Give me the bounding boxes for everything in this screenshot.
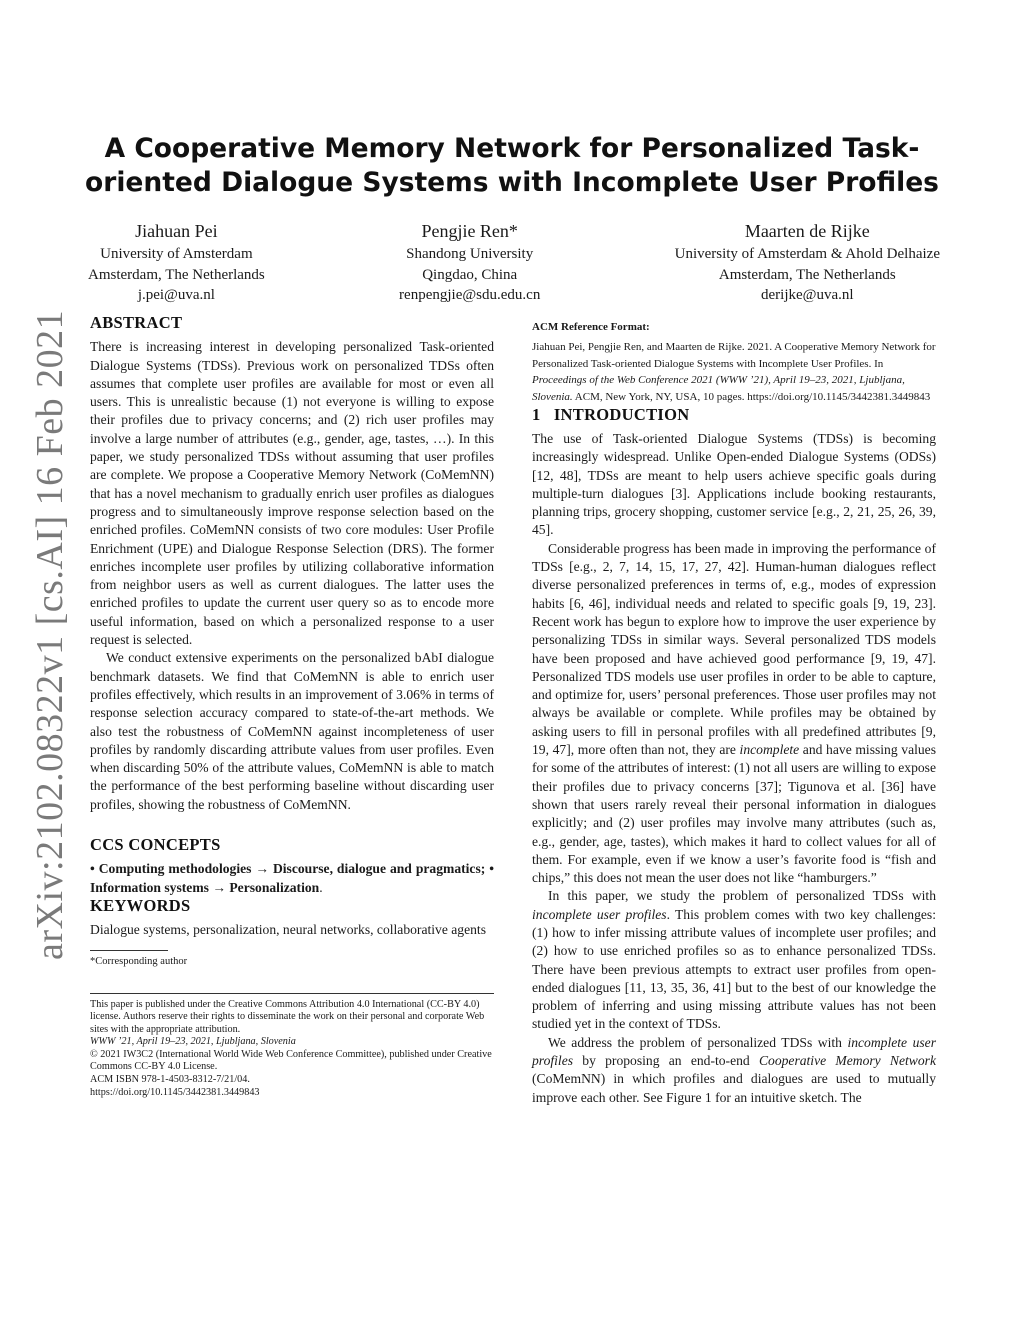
acm-reference-heading: ACM Reference Format: [532, 321, 650, 333]
venue-italic: WWW ’21, April 19–23, 2021, Ljubljana, Slovenia [90, 1036, 296, 1048]
author-affiliation: Shandong University [406, 246, 534, 262]
arrow-icon: → [255, 861, 269, 877]
intro-p2-emphasis: incomplete [739, 742, 800, 758]
intro-p3-part-b: . This problem comes with two key challenges: (1) how to infer missing attribute values of incomplete user profiles; and (2) how to use enriched profiles so as to enhance personalized TDSs. There have been previous attempts to extract user profiles from open-ended dialogues [11, 13, 35, 36, 41] but to the best of our knowledge the problem of inferring and using missing attribute values has not been studied yet in the context of TDSs. [532, 906, 936, 1032]
ccs-category-1: • Computing methodologies [90, 861, 252, 877]
author-email[interactable]: derijke@uva.nl [761, 287, 854, 303]
author-name: Maarten de Rijke [744, 221, 870, 241]
intro-p3-part-a: In this paper, we study the problem of personalized TDSs with [548, 888, 936, 904]
intro-p4-part-a: We address the problem of personalized TDSs with [548, 1034, 848, 1050]
author-2 [399, 220, 540, 306]
introduction-heading: 1 INTRODUCTION [532, 404, 690, 424]
abstract-heading: ABSTRACT [90, 313, 183, 332]
author-email[interactable]: j.pei@uva.nl [137, 287, 215, 303]
author-name: Pengjie Ren* [421, 221, 518, 241]
ccs-heading: CCS CONCEPTS [90, 835, 221, 855]
acm-reference-text [532, 339, 936, 405]
ccs-end: . [319, 879, 323, 895]
license-doi[interactable]: https://doi.org/10.1145/3442381.3449843 [90, 1086, 260, 1098]
license-venue [90, 1036, 494, 1049]
intro-paragraph-4 [532, 1034, 936, 1107]
author-location: Qingdao, China [422, 266, 518, 283]
corresponding-author-footnote: *Corresponding author [90, 955, 188, 967]
right-column [532, 318, 936, 1107]
intro-p2-part-b: and have missing values for some of the attributes of interest: (1) not all users are willing to expose their profiles due to privacy concerns [37]; Tigunova et al. [36] have shown that users rarely reveal their personal information in dialogues explicitly; and (2) user profiles may involve many attributes (such as, e.g., gender, age, tastes), which makes it hard to collect values for all of them. For example, even if we know a user’s favorite food is “fish and chips,” this does not mean the user does not like “hamburgers.” [532, 742, 936, 886]
intro-p4-emphasis-1: incomplete user profiles [532, 1034, 936, 1069]
intro-p2-part-a: Considerable progress has been made in improving the performance of TDSs [e.g., 2, 7, 14, 15, 17, 27, 42]. Human-human dialogues reflect diverse personalized preferences in terms of, e.g., modes of expression habits [6, 46], individual needs and related to specific goals [9, 19, 23]. Recent work has begun to explore how to improve the user experience by personalizing TDSs in similar ways. Several personalized TDS models have been proposed and have achieved good performance [9, 19, 47]. Personalized TDS models use user profiles in order to be able to capture, and optimize for, users’ personal preferences. Those user profiles may not always be available or complete. While profiles may be obtained by asking users to fill in personal profiles with all predefined attributes [9, 19, 47], more often than not, they are [532, 540, 936, 758]
author-location: Amsterdam, The Netherlands [88, 266, 265, 283]
keywords-text: Dialogue systems, personalization, neural networks, collaborative agents [90, 922, 486, 938]
acm-ref-part-1: Jiahuan Pei, Pengjie Ren, and Maarten de Rijke. 2021. A Cooperative Memory Network for Personalized Task-oriented Dialogue Systems with Incomplete User Profiles. In [532, 341, 936, 370]
intro-p4-part-b: by proposing an end-to-end [573, 1053, 759, 1069]
author-location: Amsterdam, The Netherlands [718, 266, 896, 283]
author-name: Jiahuan Pei [135, 221, 218, 241]
intro-p4-part-c: (CoMemNN) in which profiles and dialogues are used to mutually improve each other. See Figure 1 for an intuitive sketch. The [532, 1071, 936, 1105]
arrow-icon: → [212, 879, 226, 895]
arxiv-identifier: arXiv:2102.08322v1 [cs.AI] 16 Feb 2021 [29, 309, 71, 960]
footnote-divider [90, 950, 168, 951]
paper-title: A Cooperative Memory Network for Personalized Task-oriented Dialogue Systems with Incomplete User Profiles [85, 133, 939, 198]
license-copyright: © 2021 IW3C2 (International World Wide Web Conference Committee), published under Creative Commons CC-BY 4.0 License. [90, 1048, 492, 1073]
intro-p3-emphasis: incomplete user profiles [532, 906, 667, 922]
license-isbn: ACM ISBN 978-1-4503-8312-7/21/04. [90, 1074, 250, 1086]
license-block [90, 993, 494, 1100]
arxiv-side-stamp [20, 309, 80, 960]
author-email[interactable]: renpengjie@sdu.edu.cn [399, 287, 541, 303]
intro-paragraph-2 [532, 540, 936, 888]
left-column [90, 314, 494, 1099]
author-1 [88, 220, 265, 306]
acm-ref-part-2: ACM, New York, NY, USA, 10 pages. https://doi.org/10.1145/3442381.3449843 [572, 391, 931, 404]
author-3 [675, 220, 940, 306]
author-affiliation: University of Amsterdam [100, 246, 253, 262]
intro-paragraph-3 [532, 887, 936, 1033]
intro-p4-emphasis-2: Cooperative Memory Network [758, 1053, 936, 1069]
intro-paragraph-1: The use of Task-oriented Dialogue Systems (TDSs) is becoming increasingly widespread. Unlike Open-ended Dialogue Systems (ODSs) [12, 48], TDSs are meant to help users achieve specific goals during multiple-turn dialogues [3]. Applications include booking restaurants, planning trips, grocery shopping, customer service [e.g., 2, 21, 25, 26, 39, 45]. [532, 430, 936, 538]
license-text: This paper is published under the Creative Commons Attribution 4.0 International (CC-BY 4.0) license. Authors reserve their rights to disseminate the work on their personal and corporate Web sites with the appropriate attribution. [90, 998, 485, 1035]
ccs-concepts [90, 860, 494, 897]
abstract-paragraph-1: There is increasing interest in developing personalized Task-oriented Dialogue Systems (TDSs). Previous work on personalized TDSs often assumes that complete user profiles are available for most or even all users. This is unrealistic because (1) not everyone is willing to expose their profiles due to privacy concerns; and (2) rich user profiles may involve a large number of attributes (e.g., gender, age, tastes, …). In this paper, we study personalized TDSs without assuming that user profiles are complete. We propose a Cooperative Memory Network (CoMemNN) that has a novel mechanism to gradually enrich user profiles as dialogues progress and to simultaneously improve response selection based on the enriched profiles. CoMemNN consists of two core modules: User Profile Enrichment (UPE) and Dialogue Response Selection (DRS). The former enriches incomplete user profiles by utilizing collaborative information from neighbor users as well as current dialogues. The latter uses the enriched profiles to update the current user query so as to encode more useful information, based on which a personalized response to a user request is selected. [90, 339, 494, 648]
keywords-heading: KEYWORDS [90, 895, 191, 915]
author-block [88, 220, 940, 306]
author-affiliation: University of Amsterdam & Ahold Delhaize [674, 246, 940, 262]
abstract-paragraph-2: We conduct extensive experiments on the personalized bAbI dialogue benchmark datasets. We find that CoMemNN is able to enrich user profiles effectively, which results in an improvement of 3.06% in terms of response selection accuracy compared to state-of-the-art methods. We also test the robustness of CoMemNN against incompleteness of user profiles by randomly discarding attribute values from user profiles. Even when discarding 50% of the attribute values, CoMemNN is able to match the performance of the best performing baseline without discarding user profiles, showing the robustness of CoMemNN. [90, 650, 494, 812]
ccs-term-1: Discourse, dialogue and pragmatics [272, 861, 481, 877]
ccs-category-2: ; • Information systems [90, 861, 494, 895]
ccs-term-2: Personalization [229, 879, 320, 895]
acm-ref-venue: Proceedings of the Web Conference 2021 (WWW ’21), April 19–23, 2021, Ljubljana, Slovenia. [532, 374, 905, 404]
